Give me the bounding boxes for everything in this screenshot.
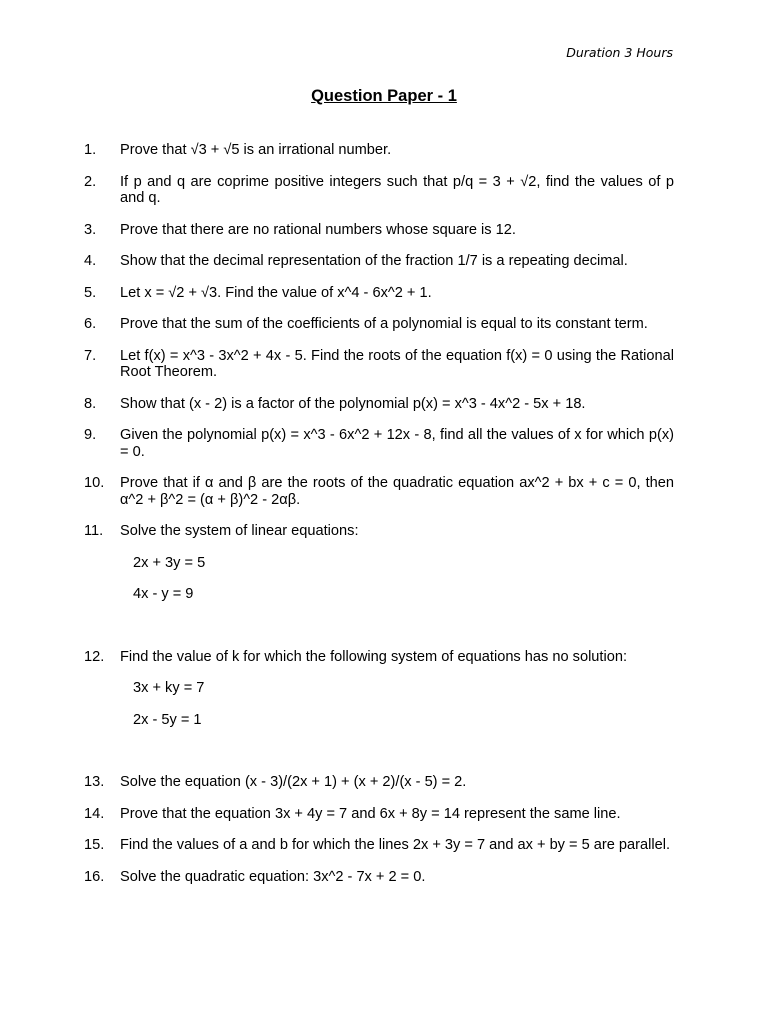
question-number: 4. [84, 253, 97, 269]
question-number: 7. [84, 347, 97, 364]
question-number: 15. [84, 837, 105, 853]
question-text: Let f(x) = x^3 - 3x^2 + 4x - 5. Find the roots of the equation f(x) = 0 using the Rational Root Theorem. [120, 347, 674, 380]
question-number: 6. [84, 316, 97, 332]
question-text: Prove that there are no rational numbers whose square is 12. [120, 221, 516, 238]
question-text: Prove that the equation 3x + 4y = 7 and 6x + 8y = 14 represent the same line. [120, 805, 621, 822]
question-number: 14. [84, 805, 105, 822]
equation-line: 3x + ky = 7 [133, 680, 205, 696]
question-text: Prove that the sum of the coefficients of a polynomial is equal to its constant term. [120, 316, 648, 332]
question-item [84, 348, 674, 381]
question-number: 2. [84, 173, 97, 190]
question-text: Given the polynomial p(x) = x^3 - 6x^2 + 12x - 8, find all the values of x for which p(x) = 0. [120, 427, 674, 460]
question-text: Let x = √2 + √3. Find the value of x^4 - 6x^2 + 1. [120, 284, 432, 301]
question-number: 8. [84, 395, 97, 412]
question-item [84, 285, 674, 302]
question-number: 11. [84, 523, 104, 539]
question-item [84, 806, 674, 823]
question-text: Solve the equation (x - 3)/(2x + 1) + (x + 2)/(x - 5) = 2. [120, 774, 467, 790]
question-text: Show that the decimal representation of the fraction 1/7 is a repeating decimal. [120, 253, 628, 269]
question-item [84, 396, 674, 413]
equation-line: 4x - y = 9 [133, 586, 194, 602]
question-item [84, 475, 674, 508]
question-number: 16. [84, 868, 105, 885]
question-item [84, 174, 674, 207]
question-item [84, 253, 674, 270]
question-item [84, 649, 674, 666]
equation-line: 2x - 5y = 1 [133, 711, 202, 728]
page-title: Question Paper - 1 [311, 87, 457, 105]
question-number: 10. [84, 475, 105, 491]
question-item [84, 774, 674, 791]
question-item [84, 316, 674, 333]
question-list [84, 142, 674, 900]
question-text: Show that (x - 2) is a factor of the polynomial p(x) = x^3 - 4x^2 - 5x + 18. [120, 395, 586, 412]
question-item [84, 523, 674, 540]
question-item [84, 142, 674, 159]
question-text: Prove that √3 + √5 is an irrational number. [120, 142, 392, 158]
question-text: Solve the system of linear equations: [120, 523, 359, 539]
question-text: Solve the quadratic equation: 3x^2 - 7x + 2 = 0. [120, 868, 426, 885]
question-item [84, 222, 674, 239]
question-item [84, 427, 674, 460]
duration-label: Duration 3 Hours [566, 45, 673, 60]
question-number: 5. [84, 284, 97, 301]
question-text: Find the values of a and b for which the lines 2x + 3y = 7 and ax + by = 5 are parallel. [120, 837, 671, 853]
equation-line: 2x + 3y = 5 [133, 554, 206, 571]
question-item [84, 869, 674, 886]
question-number: 13. [84, 774, 105, 790]
question-text: Find the value of k for which the following system of equations has no solution: [120, 648, 628, 665]
question-number: 12. [84, 648, 105, 665]
question-number: 3. [84, 221, 97, 238]
question-text: If p and q are coprime positive integers such that p/q = 3 + √2, find the values of p and q. [120, 173, 674, 206]
question-number: 9. [84, 427, 97, 443]
question-text: Prove that if α and β are the roots of the quadratic equation ax^2 + bx + c = 0, then α^2 + β^2 = (α + β)^2 - 2αβ. [120, 475, 674, 508]
question-number: 1. [84, 142, 97, 158]
question-item [84, 837, 674, 854]
